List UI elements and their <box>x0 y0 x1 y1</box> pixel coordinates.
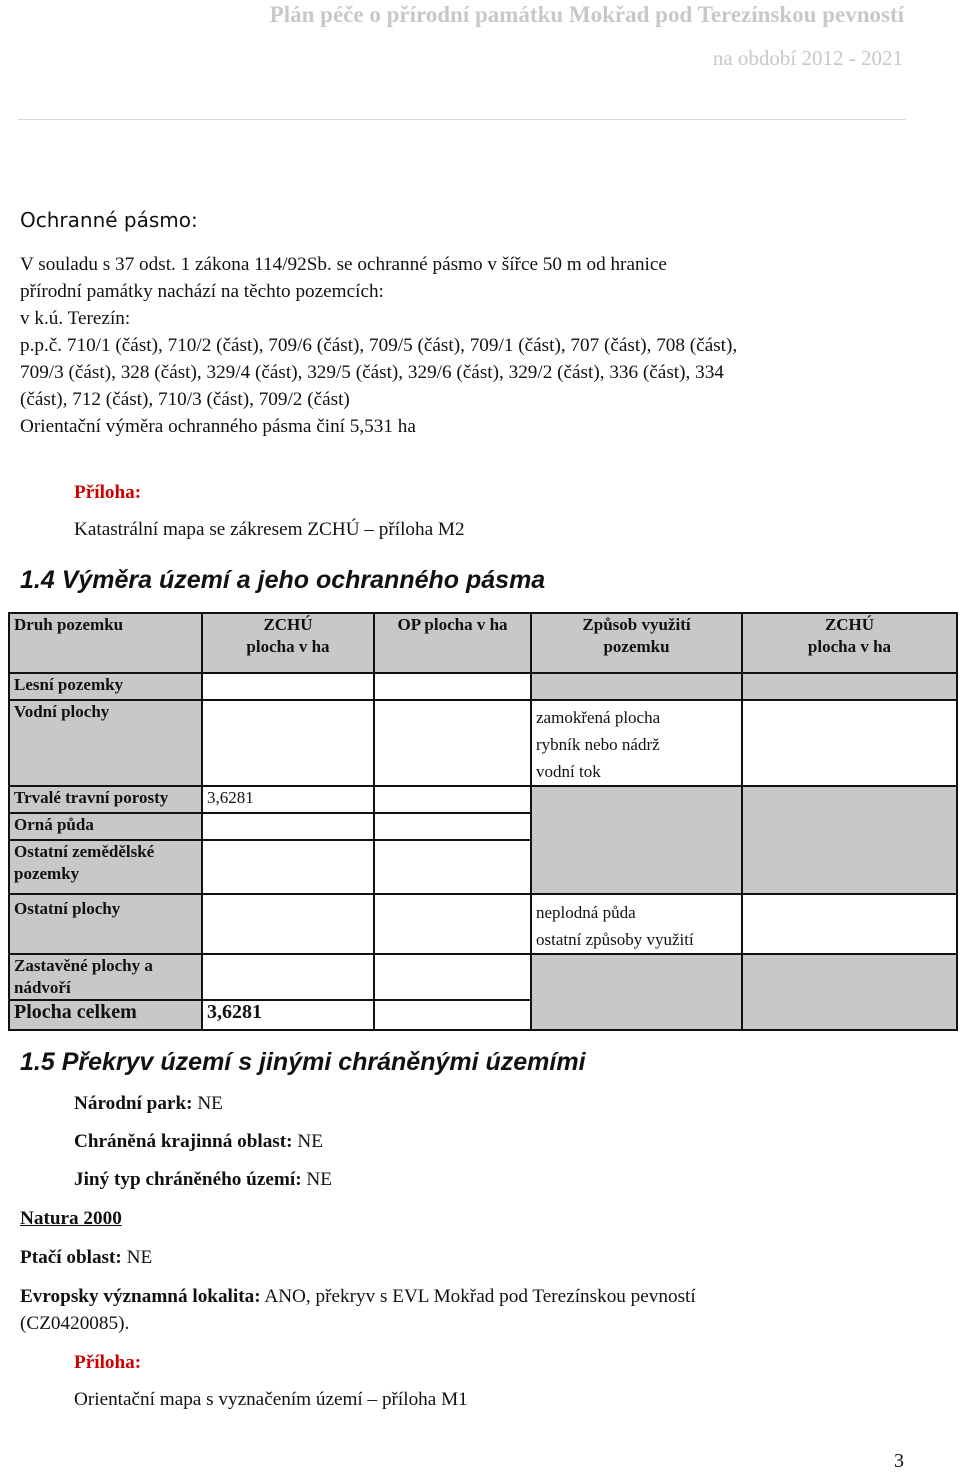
row-celkem-zchu: 3,6281 <box>202 1000 374 1030</box>
header-divider <box>18 119 906 120</box>
row-vodni-use: zamokřená plocha rybník nebo nádrž vodní tok <box>531 700 742 786</box>
row-ttp-op <box>374 786 531 813</box>
row-ostatni-plochy-op <box>374 894 531 954</box>
row-zastavene-label: Zastavěné plochy a nádvoří <box>9 954 202 1000</box>
header-cell-op: OP plocha v ha <box>374 613 531 673</box>
header-cell-druh: Druh pozemku <box>9 613 202 673</box>
attachment-label-2: Příloha: <box>74 1352 142 1373</box>
row-lesni-zchu <box>202 673 374 700</box>
attachment-text-2: Orientační mapa s vyznačením území – příloha M1 <box>74 1389 468 1410</box>
row-lesni-label: Lesní pozemky <box>9 673 202 700</box>
row-orna-zchu <box>202 813 374 840</box>
row-ostatni-plochy-label: Ostatní plochy <box>9 894 202 954</box>
row-ttp-label: Trvalé travní porosty <box>9 786 202 813</box>
chko: Chráněná krajinná oblast: NE <box>74 1131 323 1152</box>
row-zastavene-zchu <box>202 954 374 1000</box>
row-vodni-op <box>374 700 531 786</box>
row-vodni-zchu <box>202 700 374 786</box>
section-1-5-title: 1.5 Překryv území s jinými chráněnými územími <box>20 1048 586 1076</box>
protective-zone-line-7: Orientační výměra ochranného pásma činí 5,531 ha <box>20 416 416 437</box>
row-ostatni-zem-zchu <box>202 840 374 894</box>
protective-zone-line-4: p.p.č. 710/1 (část), 710/2 (část), 709/6 (část), 709/5 (část), 709/1 (část), 707 (část), 708 (část), <box>20 335 738 356</box>
row-zastavene-zchu-2 <box>742 954 957 1030</box>
row-lesni-op <box>374 673 531 700</box>
row-ostatni-plochy-zchu <box>202 894 374 954</box>
row-orna-label: Orná půda <box>9 813 202 840</box>
row-zem-zchu-2 <box>742 786 957 894</box>
page-number: 3 <box>894 1450 904 1472</box>
protective-zone-line-6: (část), 712 (část), 710/3 (část), 709/2 (část) <box>20 389 350 410</box>
row-lesni-use <box>531 673 742 700</box>
area-table <box>8 612 958 1031</box>
header-cell-zpusob: Způsob využití pozemku <box>531 613 742 673</box>
row-lesni-zchu-2 <box>742 673 957 700</box>
header-period: na období 2012 - 2021 <box>712 46 903 70</box>
header-title: Plán péče o přírodní památku Mokřad pod Terezínskou pevností <box>269 2 904 27</box>
natura-2000: Natura 2000 <box>20 1208 122 1229</box>
row-zastavene-use <box>531 954 742 1030</box>
row-vodni-label: Vodní plochy <box>9 700 202 786</box>
header-cell-zchu: ZCHÚ plocha v ha <box>202 613 374 673</box>
row-celkem-label: Plocha celkem <box>9 1000 202 1030</box>
evl: Evropsky významná lokalita: ANO, překryv s EVL Mokřad pod Terezínskou pevností <box>20 1286 696 1307</box>
protective-zone-line-5: 709/3 (část), 328 (část), 329/4 (část), 329/5 (část), 329/6 (část), 329/2 (část), 336 (část), 334 <box>20 362 724 383</box>
protective-zone-line-2: přírodní památky nachází na těchto pozemcích: <box>20 281 384 302</box>
header-cell-zchu-2: ZCHÚ plocha v ha <box>742 613 957 673</box>
national-park: Národní park: NE <box>74 1093 223 1114</box>
row-ostatni-plochy-zchu-2 <box>742 894 957 954</box>
row-vodni-zchu-2 <box>742 700 957 786</box>
row-ostatni-zem-op <box>374 840 531 894</box>
protective-zone-line-1: V souladu s 37 odst. 1 zákona 114/92Sb. se ochranné pásmo v šířce 50 m od hranice <box>20 254 667 275</box>
bird-area: Ptačí oblast: NE <box>20 1247 153 1268</box>
protective-zone-line-3: v k.ú. Terezín: <box>20 308 131 329</box>
row-zastavene-op <box>374 954 531 1000</box>
attachment-label-1: Příloha: <box>74 482 142 503</box>
section-1-4-title: 1.4 Výměra území a jeho ochranného pásma <box>20 566 546 594</box>
other-protected-area: Jiný typ chráněného území: NE <box>74 1169 332 1190</box>
row-zem-use <box>531 786 742 894</box>
row-ttp-zchu: 3,6281 <box>202 786 374 813</box>
row-ostatni-zem-label: Ostatní zemědělské pozemky <box>9 840 202 894</box>
protective-zone-title: Ochranné pásmo: <box>20 208 198 232</box>
evl-code: (CZ0420085). <box>20 1313 130 1334</box>
row-ostatni-plochy-use: neplodná půda ostatní způsoby využití <box>531 894 742 954</box>
row-orna-op <box>374 813 531 840</box>
row-celkem-op <box>374 1000 531 1030</box>
attachment-text-1: Katastrální mapa se zákresem ZCHÚ – příloha M2 <box>74 519 465 540</box>
